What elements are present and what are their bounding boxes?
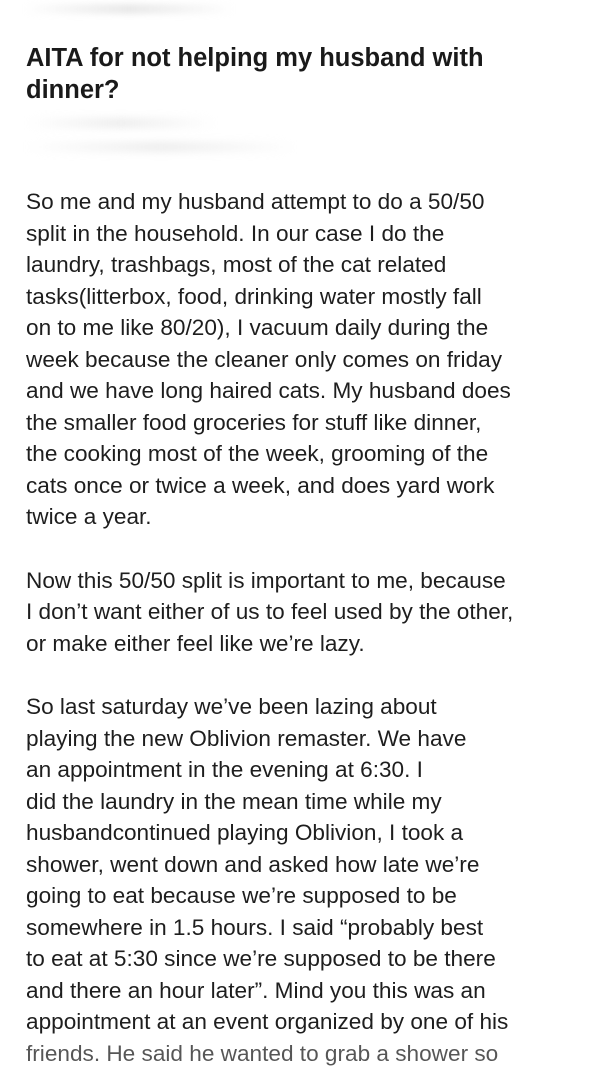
text-line: did the laundry in the mean time while my	[26, 788, 442, 814]
text-line: an appointment in the evening at 6:30. I	[26, 757, 423, 782]
paragraph-saturday-story	[26, 691, 592, 1066]
post-body	[26, 186, 592, 1066]
blurred-header-text	[24, 4, 234, 14]
text-line: split in the household. In our case I do the	[26, 220, 445, 246]
text-line: tasks(litterbox, food, drinking water mostly fall	[26, 283, 482, 309]
text-line: or make either feel like we’re lazy.	[26, 630, 365, 656]
text-line: and we have long haired cats. My husband does	[26, 378, 511, 403]
blurred-post-meta-secondary	[26, 142, 296, 152]
cut-off-text-line: friends. He said he wanted to grab a shower so	[26, 1040, 499, 1066]
paragraph-importance	[26, 565, 592, 660]
text-line: and there an hour later”. Mind you this was an	[26, 977, 486, 1003]
text-line: to eat at 5:30 since we’re supposed to be there	[26, 946, 496, 971]
post-title: AITA for not helping my husband with dinner?	[26, 44, 484, 104]
text-line: going to eat because we’re supposed to be	[26, 883, 457, 908]
text-line: cats once or twice a week, and does yard work	[26, 472, 495, 498]
text-line: twice a year.	[26, 504, 152, 529]
text-line: So me and my husband attempt to do a 50/50	[26, 189, 485, 214]
text-line: shower, went down and asked how late we’re	[26, 851, 480, 877]
text-line: appointment at an event organized by one of his	[26, 1009, 509, 1034]
text-line: somewhere in 1.5 hours. I said “probably best	[26, 914, 484, 940]
text-line: Now this 50/50 split is important to me, because	[26, 567, 506, 593]
text-line: husbandcontinued playing Oblivion, I took a	[26, 820, 464, 845]
text-line: laundry, trashbags, most of the cat related	[26, 252, 447, 277]
text-line: week because the cleaner only comes on friday	[26, 346, 502, 372]
text-line: the cooking most of the week, grooming of the	[26, 441, 489, 466]
text-line: So last saturday we’ve been lazing about	[26, 694, 437, 719]
paragraph-household-split	[26, 186, 592, 533]
text-line: playing the new Oblivion remaster. We have	[26, 725, 467, 751]
blurred-post-meta	[26, 118, 216, 128]
text-line: the smaller food groceries for stuff like dinner,	[26, 409, 482, 435]
text-line: I don’t want either of us to feel used by the other,	[26, 599, 514, 624]
text-line: on to me like 80/20), I vacuum daily during the	[26, 315, 489, 340]
